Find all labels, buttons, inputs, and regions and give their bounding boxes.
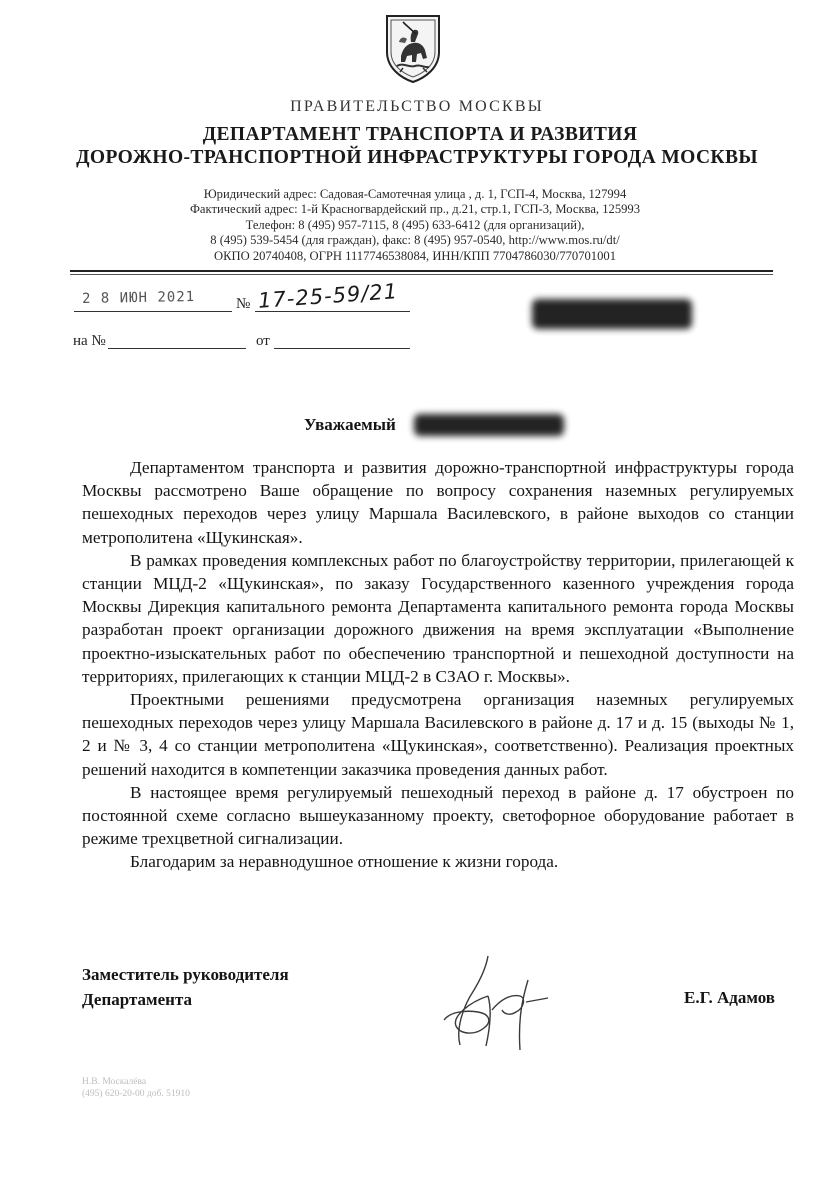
- registration-codes: ОКПО 20740408, ОГРН 1117746538084, ИНН/КПП 7704786030/770701001: [213, 248, 616, 263]
- from-line: [274, 348, 410, 349]
- redacted-addressee: [532, 299, 692, 329]
- reply-to-line: [108, 348, 246, 349]
- executor-phone: (495) 620-20-00 доб. 51910: [82, 1089, 190, 1099]
- salutation-word: Уважаемый: [304, 415, 396, 434]
- department-name-line-2: ДОРОЖНО-ТРАНСПОРТНОЙ ИНФРАСТРУКТУРЫ ГОРОДА МОСКВЫ: [76, 147, 758, 168]
- phone-fax-website: 8 (495) 539-5454 (для граждан), факс: 8 (495) 957-0540, http://www.mos.ru/dt/: [210, 233, 620, 248]
- salutation: [304, 415, 396, 435]
- body-paragraph: Департаментом транспорта и развития дорожно-транспортной инфраструктуры города Москвы рассмотрено Ваше обращение по вопросу сохранения наземных регулируемых пешеходных переходов через улицу Маршала Василевского, в районе выходов со станции метрополитена «Щукинская».: [82, 458, 794, 547]
- department-name-line-1: ДЕПАРТАМЕНТ ТРАНСПОРТА И РАЗВИТИЯ: [202, 124, 638, 145]
- government-name: ПРАВИТЕЛЬСТВО МОСКВЫ: [290, 98, 544, 115]
- signatory-title: [82, 962, 289, 1012]
- executor-name: Н.В. Москалёва: [82, 1077, 147, 1087]
- signatory-name: Е.Г. Адамов: [684, 988, 775, 1007]
- body-paragraph: В настоящее время регулируемый пешеходный переход в районе д. 17 обустроен по постоянной схеме согласно вышеуказанному проекту, светофорное оборудование работает в режиме трехцветной сигнализации.: [82, 782, 794, 849]
- signatory-title-line-1: Заместитель руководителя: [82, 965, 289, 984]
- number-line: [255, 311, 410, 312]
- number-label: №: [236, 296, 251, 312]
- body-paragraph: Благодарим за неравнодушное отношение к жизни города.: [130, 852, 559, 872]
- body-paragraph: В рамках проведения комплексных работ по благоустройству территории, прилегающей к станции МЦД-2 «Щукинская», по заказу Государственного казенного учреждения города Москвы Дирекция капитального ремонта Департамента капитального ремонта города Москвы разработан проект организации дорожного движения на время эксплуатации «Выполнение проектно-изыскательных работ по обеспечению транспортной и пешеходной доступности на территориях, прилегающих к станции МЦД-2 в СЗАО г. Москвы».: [82, 550, 794, 686]
- executor-info: [82, 1076, 190, 1100]
- requisites-block: [150, 187, 680, 264]
- letterhead-divider: [70, 270, 773, 272]
- signatory-title-line-2: Департамента: [82, 990, 193, 1009]
- handwritten-signature-icon: [430, 950, 560, 1060]
- redacted-recipient-name: [414, 414, 564, 436]
- body-paragraph: Проектными решениями предусмотрена организация наземных регулируемых пешеходных переходов через улицу Маршала Василевского в районе д. 17 и д. 15 (выходы № 1, 2 и № 3, 4 со станции метрополитена «Щукинская», соответственно). Реализация проектных решений находится в компетенции заказчика проведения данных работ.: [82, 690, 794, 779]
- letterhead-divider-thin: [70, 274, 773, 275]
- moscow-coat-of-arms-icon: [383, 12, 443, 84]
- outgoing-number: 17-25-59/21: [257, 279, 399, 313]
- letter-body: [82, 456, 794, 874]
- actual-address: Фактический адрес: 1-й Красногвардейский пр., д.21, стр.1, ГСП-3, Москва, 125993: [189, 202, 641, 217]
- from-label: от: [256, 333, 270, 349]
- phone-line: Телефон: 8 (495) 957-7115, 8 (495) 633-6412 (для организаций),: [245, 217, 585, 232]
- date-stamp: 2 8 ИЮН 2021: [81, 289, 196, 307]
- legal-address: Юридический адрес: Садовая-Самотечная улица , д. 1, ГСП-4, Москва, 127994: [203, 187, 627, 201]
- date-line: [74, 311, 232, 312]
- reply-to-label: на №: [73, 333, 106, 349]
